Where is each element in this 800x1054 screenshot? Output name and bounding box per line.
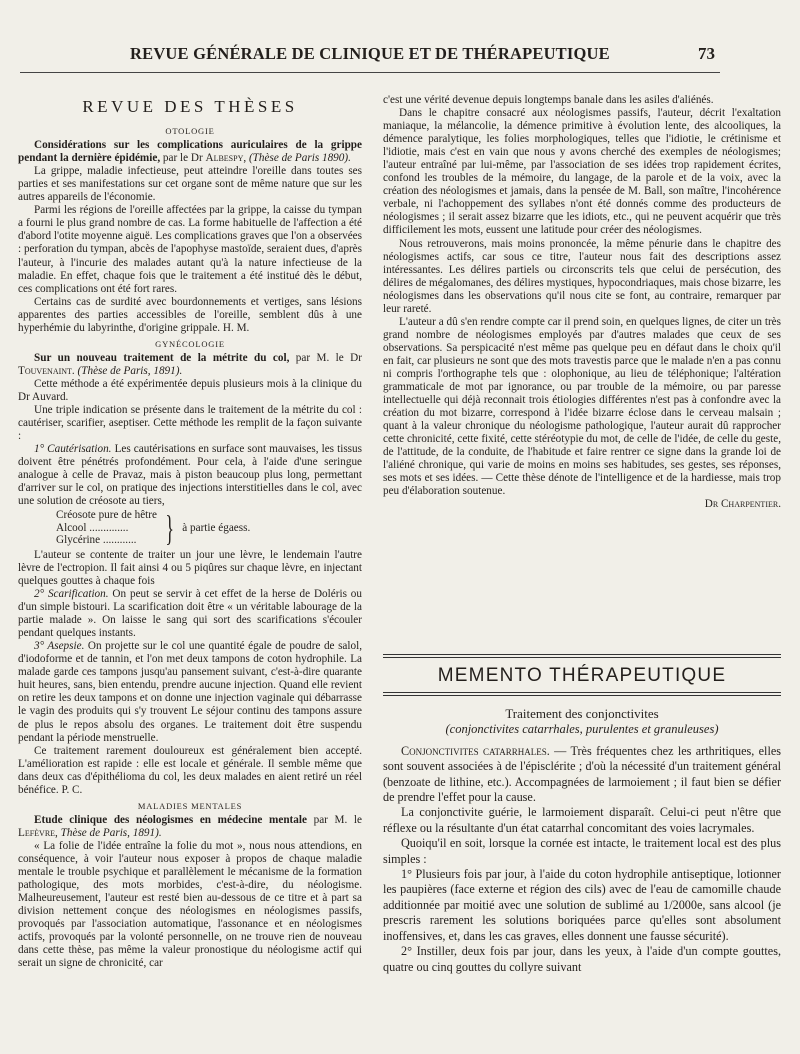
catarrhales-text: — Très fréquentes chez les arthritiques, elles sont souvent associées à de l'épisclérite ; d'où la nécessité d'un traitement général (benzoate de lithine, etc.). Accompagnées de larmoiement ; il faut bien se défier de prendre l'effet pour la cause. <box>383 743 781 805</box>
treatment-title: Traitement des conjonctivites <box>505 706 659 721</box>
gynecologie-paragraph-5 <box>18 588 362 640</box>
gynecologie-article-head <box>18 352 362 378</box>
memento-paragraph-1 <box>383 744 781 806</box>
author-prefix: par M. le Dr <box>289 351 362 364</box>
gynecologie-signature: P. C. <box>61 783 83 796</box>
banner-rule-bottom <box>383 692 781 693</box>
otologie-title: Considérations sur les complications auriculaires de la grippe pendant la dernière épidémie, <box>18 139 362 165</box>
gynecologie-paragraph-2: Une triple indication se présente dans le traitement de la métrite du col : cautériser, scarifier, aseptiser. Cette méthode les remplit de la façon suivante : <box>18 404 362 443</box>
right-signature: Dr Charpentier. <box>704 498 781 511</box>
page-header <box>0 40 800 80</box>
scarification-label: 2° Scarification. <box>34 588 109 601</box>
gynecologie-title: Sur un nouveau traitement de la métrite du col, <box>34 351 290 364</box>
right-paragraph-1: c'est une vérité devenue depuis longtemps banale dans les asiles d'aliénés. <box>383 94 714 106</box>
treatment-subtitle: (conjonctivites catarrhales, purulentes et granuleuses) <box>445 722 719 737</box>
scarification-text: On peut se servir à cet effet de la herse de Doléris ou d'un simple bistouri. La scarification doit être « un véritable labourage de la partie malade ». On laisse le sang qui sort des scarifications s'écouler pendant quelques instants. <box>18 588 362 640</box>
gynecologie-paragraph-1: Cette méthode a été expérimentée depuis plusieurs mois à la clinique du Dr Auvard. <box>18 377 362 403</box>
memento-paragraph-3: Quoiqu'il en soit, lorsque la cornée est intacte, le traitement local est des plus simples : <box>383 836 781 866</box>
asepsie-text: On projette sur le col une quantité égale de poudre de salol, d'iodoforme et de tannin, et l'on met deux tampons de coton hydrophile. La malade garde ces tampons jusqu'au pansement suivant, c'est-à-dire quarante huit heures, sans, bien entendu, prendre aucune injection. Quand elle revient on retire les deux tampons et on donne une injection vaginale qui débarrasse le vagin des produits qui s'y trouvent Le séjour continu des tampons assure de plus le repos absolu des organes. Le traitement doit être suspendu pendant la période menstruelle. <box>18 640 362 744</box>
right-paragraph-2: Dans le chapitre consacré aux néologismes passifs, l'auteur, décrit l'exaltation maniaque, la mélancolie, la démence primitive à évolution lente, des alcooliques, la démence paralytique, les folies morphologiques, telles que l'idiotie, le crétinisme et l'idiotie, mais c'est en vain que nous y avons cherché des exemples de néologismes; l'auteur entraîné par lui-même, par l'association de ses idées trop rapidement écrites, confond les troubles de la mémoire, du langage, de la parole et de la voix, avec la création des néologismes et jamais, dans la pensée de M. Ball, son maître, l'incohérence verbale, ni l'achoppement des syllabes n'ont été donnés comme des producteurs de néologismes ; il serait assez bizarre que les idiots, etc., qui ne peuvent acquérir que très difficilement les mots, eussent une latitude pour créer des néologismes. <box>383 107 781 237</box>
page-number: 73 <box>698 44 715 63</box>
right-column <box>383 94 781 512</box>
memento-content <box>383 706 781 975</box>
gynecologie-paragraph-3 <box>18 443 362 508</box>
otologie-paragraph-3-text: Certains cas de surdité avec bourdonnements et vertiges, sans lésions apparentes des parties accessibles de l'oreille, semblent dûs à une hyperhémie du labyrinthe, d'origine grippale. <box>18 295 362 334</box>
recipe-note: à partie égaess. <box>182 521 251 534</box>
author-prefix: par le Dr <box>160 152 206 165</box>
memento-banner <box>383 654 781 696</box>
recipe-line: Alcool .............. <box>56 521 129 534</box>
gynecologie-author: Touvenaint. <box>18 364 75 377</box>
otologie-heading: OTOLOGIE <box>165 126 215 137</box>
otologie-article-head <box>18 139 362 165</box>
memento-title: MEMENTO THÉRAPEUTIQUE <box>437 665 727 686</box>
recipe-line: Glycérine ............ <box>56 534 137 547</box>
right-paragraph-4: L'auteur a dû s'en rendre compte car il prend soin, en quelques lignes, de citer un très grand nombre de néologismes employés par d'autres malades que ceux de ses observations. Sa perspicacité n'est même pas quelque peu en défaut dans le choix qu'il en fait, car plusieurs ne sont que des mots travestis parce que le malade n'en a pas connu ni compris l'orthographe tels que : olophonique, au lieu de téléphonique; l'altération grammaticale de mot par ignorance, ou par trouble de la mémoire, ou par paresse intellectuelle qui déjà reconnait trois étiologies différentes n'est pas à confondre avec la création du mot bizarre, correspond à l'idée bizarre éclose dans le cerveau malsain ; quant à la valeur chronique du néologisme pathologique, l'auteur aurait dû rapprocher cette chronicité, cette fixité, cette stéréotypie du mot, de celle de l'idée, de celle du geste, de l'attitude, de la conduite, de l'habitude et faire rentrer ce signe dans la grande loi de l'aliéné chronique, qui varie de moins en moins ses habitudes, ses gestes, ses réponses, ses mots et ses idées. — Cette thèse dénote de l'intelligence et de la hardiesse, mais trop peu d'élaboration soutenue. <box>383 315 781 498</box>
memento-paragraph-4: 1° Plusieurs fois par jour, à l'aide du coton hydrophile antiseptique, lotionner les paupières (face externe et région des cils) avec de l'eau de camomille chaude additionnée par moitié avec une solution de sublimé au 1/2000e, sans alcool (je prescris rarement les solutions boriquées parce qu'elles sont absolument inoffensives, et, dans les cas graves, elles donnent une fausse sécurité). <box>383 867 781 943</box>
section-title: REVUE DES THÈSES <box>82 97 298 116</box>
otologie-paragraph-2: Parmi les régions de l'oreille affectées par la grippe, la caisse du tympan a fourni le plus grand nombre de cas. La forme habituelle de l'affection a été d'abord l'otite moyenne aiguë. Les complications graves que l'on a observées : perforation du tympan, abcès de l'apophyse mastoïde, seraient dues, d'après l'auteur, à l'incurie des malades autant qu'à la nature infectieuse de la maladie. En effet, chaque fois que le traitement a été institué dès le début, ces complications ont été fort rares. <box>18 204 362 295</box>
otologie-author: Albespy, <box>205 152 247 165</box>
banner-rule-top <box>383 657 781 658</box>
recipe-line: Créosote pure de hêtre <box>56 509 157 522</box>
left-column <box>18 90 362 970</box>
gynecologie-source: (Thèse de Paris, 1891). <box>77 364 183 377</box>
gynecologie-heading: GYNÉCOLOGIE <box>155 338 225 349</box>
gynecologie-paragraph-6 <box>18 640 362 744</box>
maladies-title: Etude clinique des néologismes en médecine mentale <box>34 813 307 826</box>
maladies-author: Lefèvre, <box>18 826 58 839</box>
catarrhales-label: Conjonctivites catarrhales. <box>401 743 550 758</box>
otologie-source: (Thèse de Paris 1890). <box>248 152 351 165</box>
otologie-paragraph-1: La grippe, maladie infectieuse, peut atteindre l'oreille dans toutes ses parties et ses manifestations sur cet organe sont de même nature que sur les autres appareils de l'économie. <box>18 165 362 204</box>
otologie-signature: H. M. <box>222 321 250 334</box>
maladies-article-head <box>18 814 362 840</box>
memento-paragraph-2: La conjonctivite guérie, le larmoiement disparaît. Celui-ci peut n'être que réflexe ou la résultante d'un état catarrhal concomitant des voies lacrymales. <box>383 805 781 835</box>
header-rule <box>20 72 720 73</box>
maladies-source: Thèse de Paris, 1891). <box>60 826 162 839</box>
gynecologie-paragraph-7-text: Ce traitement rarement douloureux est généralement bien accepté. L'amélioration est rapide : elle est locale et générale. Il semble même que dans deux cas d'épithélioma du col, les deux malades en aient retiré un réel bénéfice. <box>18 744 362 796</box>
cauterisation-label: 1° Cautérisation. <box>34 443 112 456</box>
cauterisation-text: Les cautérisations en surface sont mauvaises, les tissus doivent être pénétrés profondément. Pour cela, à l'aide d'une seringue analogue à celle de Pravaz, mais à piston beaucoup plus long, permettant d'arriver sur le col, on pratique des injections interstitielles dans le col, avec une solution de créosote au tiers, <box>18 443 362 508</box>
recipe <box>56 509 362 547</box>
recipe-lines <box>56 509 157 547</box>
gynecologie-paragraph-4: L'auteur se contente de traiter un jour une lèvre, le lendemain l'autre lèvre de l'ectropion. Il fait ainsi 4 ou 5 piqûres sur chaque lèvre, en injectant quelques gouttes à chaque fois <box>18 548 362 587</box>
asepsie-label: 3° Asepsie. <box>34 640 85 653</box>
otologie-paragraph-3 <box>18 296 362 335</box>
brace-symbol: } <box>165 508 174 549</box>
author-prefix: par M. le <box>306 813 362 826</box>
memento-paragraph-5: 2° Instiller, deux fois par jour, dans les yeux, à l'aide d'un compte gouttes, quatre ou cinq gouttes du collyre suivant <box>383 944 781 974</box>
gynecologie-paragraph-7 <box>18 745 362 797</box>
maladies-heading: MALADIES MENTALES <box>137 800 243 811</box>
right-paragraph-3: Nous retrouverons, mais moins prononcée, la même pénurie dans le chapitre des néologismes actifs, car sous ce titre, l'auteur nous fait des descriptions assez intéressantes. Les délires partiels ou circonscrits tels que celui de persécution, des délires de mégalomanes, des délires mystiques, hypocondriaques, mais chose bizarre, les néologismes dans les observations qu'il nous cite se font, au contraire, remarquer par leur rareté. <box>383 237 781 315</box>
journal-title: REVUE GÉNÉRALE DE CLINIQUE ET DE THÉRAPEUTIQUE <box>130 44 610 63</box>
maladies-paragraph-1: « La folie de l'idée entraîne la folie du mot », nous nous attendions, en conséquence, à voir l'auteur nous exposer à propos de chaque maladie mentale le trouble psychique et parallèlement le mécanisme de la formation pathologique, des mots morbides, c'est-à-dire, du néologisme. Malheureusement, l'auteur est resté bien au-dessous de ce titre et à part sa division nettement conçue des néologismes en néologismes passifs, provoqués par l'association automatique, l'assonance et en néologismes actifs, provoqués par la volonté personnelle, on ne trouve rien de nouveau dans cette thèse, pas même la valeur pronostique du néologisme actif qui serait un signe de chronicité, car <box>18 839 362 970</box>
